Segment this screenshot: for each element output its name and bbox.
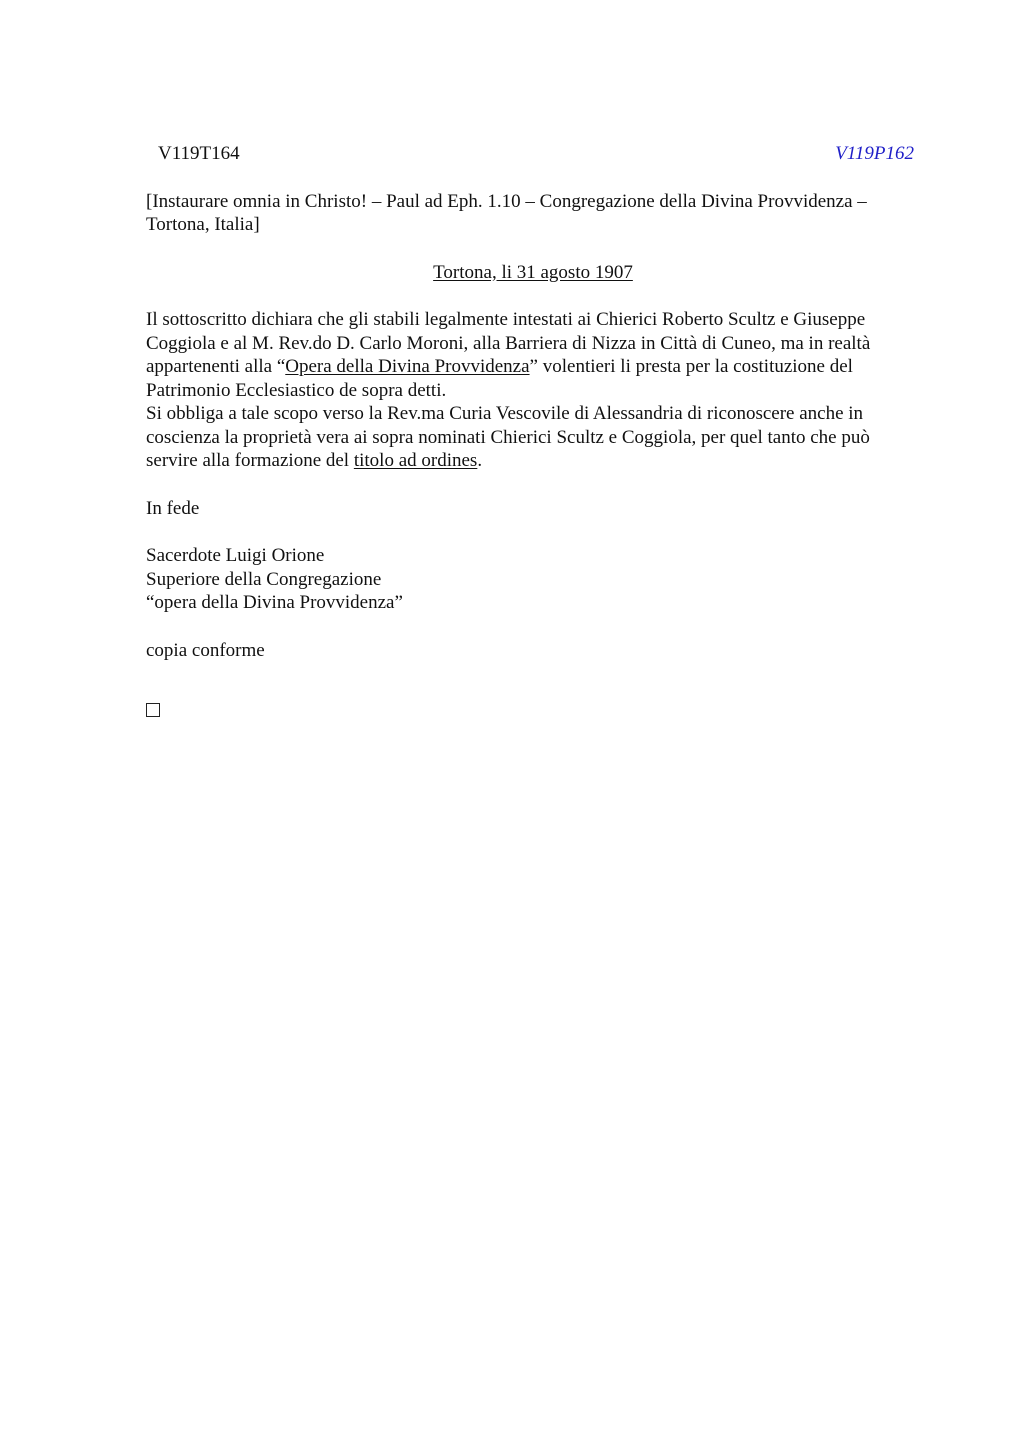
signature-block (146, 544, 920, 615)
date-line (146, 261, 920, 285)
document-page (146, 142, 920, 724)
date-text: Tortona, li 31 agosto 1907 (433, 261, 633, 283)
p1-text-before: Il sottoscritto dichiara che gli stabili legalmente intestati ai Chierici Roberto Scultz e Giuseppe Coggiola e al M. Rev.do D. Carlo Moroni, alla Barriera di Nizza in Città di Cuneo, ma in realtà appartenenti alla “ (146, 309, 871, 377)
letterhead: [Instaurare omnia in Christo! – Paul ad Eph. 1.10 – Congregazione della Divina Provvidenza – Tortona, Italia] (146, 190, 867, 235)
document-header (146, 142, 920, 166)
closing: In fede (146, 497, 200, 519)
copy-note: copia conforme (146, 639, 265, 661)
page-reference-link[interactable]: V119P162 (835, 143, 914, 164)
body-paragraph-2 (146, 402, 920, 473)
document-id: V119T164 (158, 143, 240, 164)
checkbox[interactable] (146, 703, 160, 717)
p2-underlined-text: titolo ad ordines (353, 450, 478, 471)
signature-line-3: “opera della Divina Provvidenza” (146, 592, 403, 613)
p1-text-after: ” volentieri li presta per la costituzione del Patrimonio Ecclesiastico de sopra detti. (146, 356, 853, 401)
signature-line-2: Superiore della Congregazione (146, 568, 382, 590)
p1-underlined-text: Opera della Divina Provvidenza (285, 356, 530, 377)
p2-text-before: Si obbliga a tale scopo verso la Rev.ma Curia Vescovile di Alessandria di riconoscere anche in coscienza la proprietà vera ai sopra nominati Chierici Scultz e Coggiola, per quel tanto che può servire alla formazione del (146, 403, 870, 471)
body-paragraph-1 (146, 308, 920, 402)
signature-line-1: Sacerdote Luigi Orione (146, 545, 325, 566)
p2-text-after: . (477, 450, 483, 471)
